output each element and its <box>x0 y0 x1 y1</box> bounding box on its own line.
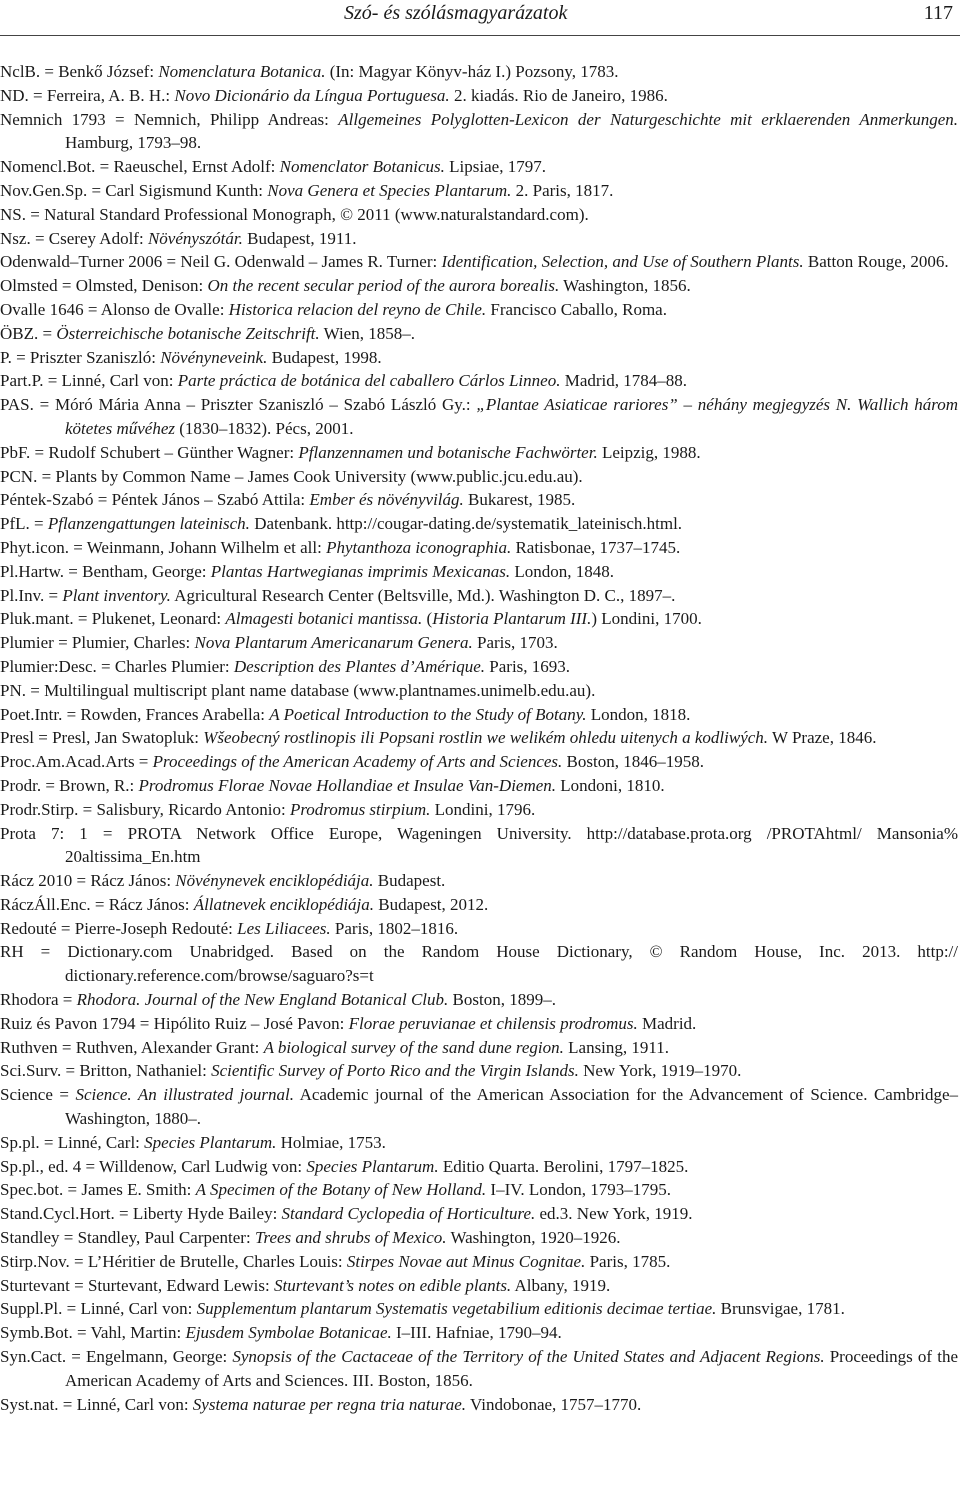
bibliography-entry <box>0 346 958 370</box>
bibliography-entry <box>0 655 958 679</box>
entry-title: A biological survey of the sand dune region. <box>263 1037 564 1057</box>
entry-title: Sturtevant’s notes on edible plants. <box>273 1275 512 1295</box>
entry-text: Pl.Hartw. = Bentham, George: <box>0 561 211 581</box>
entry-text: Plumier = Plumier, Charles: <box>0 633 195 653</box>
entry-text: Budapest, 2012. <box>374 894 489 914</box>
bibliography-entry <box>0 1321 958 1345</box>
entry-title: Historica relacion del reyno de Chile. <box>228 299 487 319</box>
bibliography-entry <box>0 988 958 1012</box>
entry-text: Prodr.Stirp. = Salisbury, Ricardo Antonio: <box>0 799 290 819</box>
entry-text: Pl.Inv. = <box>0 585 63 605</box>
entry-title: Ejusdem Symbolae Botanicae. <box>185 1323 392 1343</box>
entry-text: Rácz 2010 = Rácz János: <box>0 871 176 891</box>
entry-text: London, 1818. <box>586 704 691 724</box>
entry-text: Nov.Gen.Sp. = Carl Sigismund Kunth: <box>0 180 268 200</box>
entry-title: Proceedings of the American Academy of Arts and Sciences. <box>152 752 563 772</box>
entry-text: Paris, 1693. <box>485 656 571 676</box>
entry-text: PbF. = Rudolf Schubert – Günther Wagner: <box>0 442 299 462</box>
entry-text: Symb.Bot. = Vahl, Martin: <box>0 1323 186 1343</box>
entry-text: Part.P. = Linné, Carl von: <box>0 371 178 391</box>
bibliography-entry <box>0 1274 958 1298</box>
entry-text: Lipsiae, 1797. <box>444 157 546 177</box>
entry-title: Növényneveink. <box>160 347 268 367</box>
entry-title: Ember és növényvilág. <box>309 490 464 510</box>
entry-text: PAS. = Móró Mária Anna – Priszter Szaniszló – Szabó László Gy.: <box>0 395 477 415</box>
bibliography-entry <box>0 631 958 655</box>
entry-text: Brunsvigae, 1781. <box>716 1299 845 1319</box>
entry-text: Londini, 1796. <box>430 799 536 819</box>
entry-text: London, 1848. <box>510 561 614 581</box>
entry-text: Francisco Caballo, Roma. <box>486 299 667 319</box>
entry-title: Nomenclatura Botanica. <box>158 62 326 81</box>
entry-title: Plant inventory. <box>62 585 171 605</box>
entry-text: Datenbank. http://cougar-dating.de/systematik_lateinisch.html. <box>249 514 683 534</box>
bibliography-entry <box>0 179 958 203</box>
entry-text: RH = Dictionary.com Unabridged. Based on the Random House Dictionary, © Random House, Inc. 2013. http:// dictionary.reference.com/browse/saguaro?s=t <box>0 942 958 986</box>
bibliography-entry <box>0 703 958 727</box>
entry-text: Washington, 1920–1926. <box>446 1228 621 1248</box>
entry-title: A Specimen of the Botany of New Holland. <box>195 1180 487 1200</box>
entry-title: Trees and shrubs of Mexico. <box>254 1228 447 1248</box>
entry-text: Ruiz és Pavon 1794 = Hipólito Ruiz – José Pavon: <box>0 1013 349 1033</box>
entry-text: Péntek-Szabó = Péntek János – Szabó Attila: <box>0 490 310 510</box>
bibliography-entry <box>0 369 958 393</box>
entry-text: Budapest. <box>373 871 446 891</box>
entry-text: Lansing, 1911. <box>563 1037 670 1057</box>
bibliography-entry <box>0 227 958 251</box>
entry-text: New York, 1919–1970. <box>578 1061 742 1081</box>
bibliography-entry <box>0 679 958 703</box>
bibliography-entry <box>0 607 958 631</box>
bibliography-entry <box>0 250 958 274</box>
entry-text: Wien, 1858–. <box>319 323 415 343</box>
entry-text: Academic journal of the American Association for the Advancement of Science. Cambridge–Washington, 1880–. <box>65 1085 959 1129</box>
bibliography-entry <box>0 798 958 822</box>
bibliography-entry <box>0 108 958 156</box>
entry-title: Allgemeines Polyglotten-Lexicon der Naturgeschichte mit erklaerenden Anmerkungen. <box>338 109 958 129</box>
entry-title: Phytanthoza iconographia. <box>326 537 512 557</box>
bibliography-entry <box>0 1131 958 1155</box>
entry-title: Parte práctica de botánica del caballero Cárlos Linneo. <box>177 371 561 391</box>
entry-text: Paris, 1802–1816. <box>330 918 459 938</box>
entry-text: (1830–1832). Pécs, 2001. <box>174 418 354 438</box>
entry-text: Poet.Intr. = Rowden, Frances Arabella: <box>0 704 270 724</box>
entry-text: Budapest, 1911. <box>242 228 357 248</box>
entry-title: Nomenclator Botanicus. <box>279 157 445 177</box>
entry-text: Holmiae, 1753. <box>276 1132 386 1152</box>
entry-text: PfL. = <box>0 514 48 534</box>
entry-text: ( <box>422 609 433 629</box>
entry-text: Spec.bot. = James E. Smith: <box>0 1180 196 1200</box>
bibliography-entry <box>0 298 958 322</box>
entry-text: Phyt.icon. = Weinmann, Johann Wilhelm et all: <box>0 537 327 557</box>
entry-text: PCN. = Plants by Common Name – James Cook University (www.public.jcu.edu.au). <box>0 466 583 486</box>
entry-text: Sp.pl., ed. 4 = Willdenow, Carl Ludwig von: <box>0 1156 307 1176</box>
entry-text: Proc.Am.Acad.Arts = <box>0 752 153 772</box>
entry-title: Nova Plantarum Americanarum Genera. <box>194 633 473 653</box>
entry-text: (In: Magyar Könyv-ház I.) Pozsony, 1783. <box>325 62 619 81</box>
entry-title: Identification, Selection, and Use of Southern Plants. <box>441 252 804 272</box>
bibliography-entry <box>0 1178 958 1202</box>
entry-title: Növényszótár. <box>147 228 243 248</box>
entry-text: Ruthven = Ruthven, Alexander Grant: <box>0 1037 264 1057</box>
entry-text: Boston, 1899–. <box>448 990 556 1010</box>
running-title: Szó- és szólásmagyarázatok <box>344 2 568 24</box>
entry-text: Hamburg, 1793–98. <box>65 133 202 153</box>
entry-text: ÖBZ. = <box>0 323 57 343</box>
entry-text: Nsz. = Cserey Adolf: <box>0 228 148 248</box>
entry-text: Albany, 1919. <box>511 1275 611 1295</box>
entry-title: Wšeobecný rostlinopis ili Popsani rostlin we welikém ohledu uitenych a kodliwých. <box>203 728 769 748</box>
entry-title: „Plantae Asiaticae rariores” – néhány megjegyzés N. Wallich három kötetes művéhez <box>65 395 958 438</box>
entry-title: Les Liliacees. <box>237 918 331 938</box>
bibliography-entry <box>0 274 958 298</box>
bibliography-entry <box>0 60 958 84</box>
bibliography-entry <box>0 750 958 774</box>
bibliography-entry <box>0 893 958 917</box>
entry-text: Madrid, 1784–88. <box>560 371 687 391</box>
abbreviation-list <box>0 60 958 1416</box>
bibliography-entry <box>0 1393 958 1417</box>
entry-text: Boston, 1846–1958. <box>562 752 704 772</box>
entry-text: Sci.Surv. = Britton, Nathaniel: <box>0 1061 212 1081</box>
entry-text: Paris, 1785. <box>585 1251 671 1271</box>
entry-text: Bukarest, 1985. <box>463 490 576 510</box>
entry-text: PN. = Multilingual multiscript plant name database (www.plantnames.unimelb.edu.au). <box>0 680 596 700</box>
entry-text: Washington, 1856. <box>559 276 691 296</box>
entry-text: 2. Paris, 1817. <box>511 180 614 200</box>
entry-title: Scientific Survey of Porto Rico and the Virgin Islands. <box>211 1061 579 1081</box>
bibliography-entry <box>0 84 958 108</box>
entry-text: Olmsted = Olmsted, Denison: <box>0 276 208 296</box>
entry-text: Suppl.Pl. = Linné, Carl von: <box>0 1299 197 1319</box>
entry-title: Almagesti botanici mantissa. <box>225 609 423 629</box>
entry-text: Rhodora = <box>0 990 77 1010</box>
entry-text: Sturtevant = Sturtevant, Edward Lewis: <box>0 1275 274 1295</box>
entry-title: Description des Plantes d’Amérique. <box>233 656 486 676</box>
entry-text: Stand.Cycl.Hort. = Liberty Hyde Bailey: <box>0 1204 282 1224</box>
bibliography-entry <box>0 536 958 560</box>
bibliography-entry <box>0 488 958 512</box>
entry-title: Species Plantarum. <box>144 1132 277 1152</box>
entry-text: Plumier:Desc. = Charles Plumier: <box>0 656 234 676</box>
entry-title: Pflanzengattungen lateinisch. <box>47 514 250 534</box>
bibliography-entry <box>0 512 958 536</box>
entry-text: 2. kiadás. Rio de Janeiro, 1986. <box>449 85 668 105</box>
bibliography-entry <box>0 1083 958 1131</box>
entry-text: ) Londini, 1700. <box>591 609 702 629</box>
entry-title: Plantas Hartwegianas imprimis Mexicanas. <box>210 561 511 581</box>
entry-title: Növénynevek enciklopédiája. <box>175 871 374 891</box>
bibliography-entry <box>0 774 958 798</box>
entry-text: Redouté = Pierre-Joseph Redouté: <box>0 918 238 938</box>
header-rule <box>0 35 960 36</box>
entry-text: Vindobonae, 1757–1770. <box>466 1394 642 1414</box>
bibliography-entry <box>0 203 958 227</box>
entry-text: ed.3. New York, 1919. <box>535 1204 693 1224</box>
entry-text: Budapest, 1998. <box>267 347 382 367</box>
entry-title: Historia Plantarum III. <box>432 609 592 629</box>
bibliography-entry <box>0 1036 958 1060</box>
page-number: 117 <box>923 2 953 24</box>
entry-text: Nomencl.Bot. = Raeuschel, Ernst Adolf: <box>0 157 280 177</box>
entry-text: Pluk.mant. = Plukenet, Leonard: <box>0 609 226 629</box>
entry-text: Science = <box>0 1085 76 1105</box>
entry-title: On the recent secular period of the aurora borealis. <box>207 276 560 296</box>
bibliography-entry <box>0 393 958 441</box>
entry-title: Florae peruvianae et chilensis prodromus. <box>348 1013 638 1033</box>
bibliography-entry <box>0 726 958 750</box>
entry-title: Állatnevek enciklopédiája. <box>193 894 375 914</box>
entry-title: Science. An illustrated journal. <box>75 1085 294 1105</box>
bibliography-entry <box>0 917 958 941</box>
entry-text: Agricultural Research Center (Beltsville, Md.). Washington D. C., 1897–. <box>170 585 676 605</box>
entry-text: Ratisbonae, 1737–1745. <box>511 537 681 557</box>
entry-title: Novo Dicionário da Língua Portuguesa. <box>174 85 450 105</box>
entry-text: Syst.nat. = Linné, Carl von: <box>0 1394 193 1414</box>
entry-text: Paris, 1703. <box>472 633 558 653</box>
entry-title: Standard Cyclopedia of Horticulture. <box>281 1204 536 1224</box>
bibliography-entry <box>0 1226 958 1250</box>
entry-title: Rhodora. Journal of the New England Botanical Club. <box>76 990 449 1010</box>
entry-text: Sp.pl. = Linné, Carl: <box>0 1132 145 1152</box>
bibliography-entry <box>0 465 958 489</box>
entry-text: RáczÁll.Enc. = Rácz János: <box>0 894 194 914</box>
entry-text: W Praze, 1846. <box>768 728 877 748</box>
bibliography-entry <box>0 155 958 179</box>
bibliography-entry <box>0 1202 958 1226</box>
entry-text: P. = Priszter Szaniszló: <box>0 347 161 367</box>
entry-title: Synopsis of the Cactaceae of the Territory of the United States and Adjacent Regions. <box>232 1347 825 1367</box>
entry-text: I–IV. London, 1793–1795. <box>486 1180 671 1200</box>
entry-text: Nemnich 1793 = Nemnich, Philipp Andreas: <box>0 109 339 129</box>
entry-text: Odenwald–Turner 2006 = Neil G. Odenwald – James R. Turner: <box>0 252 442 272</box>
entry-text: Londoni, 1810. <box>556 775 665 795</box>
bibliography-entry <box>0 869 958 893</box>
entry-text: Madrid. <box>637 1013 697 1033</box>
entry-text: Leipzig, 1988. <box>597 442 701 462</box>
bibliography-entry <box>0 940 958 988</box>
entry-title: Systema naturae per regna tria naturae. <box>192 1394 467 1414</box>
entry-title: Stirpes Novae aut Minus Cognitae. <box>346 1251 586 1271</box>
entry-text: Stirp.Nov. = L’Héritier de Brutelle, Charles Louis: <box>0 1251 347 1271</box>
bibliography-entry <box>0 1155 958 1179</box>
bibliography-entry <box>0 1297 958 1321</box>
entry-title: Nova Genera et Species Plantarum. <box>267 180 512 200</box>
entry-title: Pflanzennamen und botanische Fachwörter. <box>298 442 598 462</box>
entry-title: Österreichische botanische Zeitschrift. <box>56 323 320 343</box>
bibliography-entry <box>0 1250 958 1274</box>
entry-text: NS. = Natural Standard Professional Monograph, © 2011 (www.naturalstandard.com). <box>0 204 589 224</box>
entry-title: Species Plantarum. <box>306 1156 439 1176</box>
entry-text: Batton Rouge, 2006. <box>803 252 949 272</box>
bibliography-entry <box>0 1012 958 1036</box>
running-header <box>0 0 960 34</box>
bibliography-entry <box>0 584 958 608</box>
entry-text: Editio Quarta. Berolini, 1797–1825. <box>438 1156 689 1176</box>
entry-text: Proceedings of the American Academy of Arts and Sciences. III. Boston, 1856. <box>65 1347 958 1390</box>
entry-text: Prodr. = Brown, R.: <box>0 775 139 795</box>
entry-text: Syn.Cact. = Engelmann, George: <box>0 1347 233 1367</box>
bibliography-entry <box>0 1345 958 1393</box>
entry-title: Prodromus stirpium. <box>289 799 431 819</box>
entry-text: Ovalle 1646 = Alonso de Ovalle: <box>0 299 229 319</box>
entry-text: I–III. Hafniae, 1790–94. <box>391 1323 562 1343</box>
entry-title: A Poetical Introduction to the Study of Botany. <box>269 704 587 724</box>
bibliography-entry <box>0 822 958 870</box>
bibliography-entry <box>0 560 958 584</box>
bibliography-entry <box>0 441 958 465</box>
bibliography-entry <box>0 322 958 346</box>
entry-text: ND. = Ferreira, A. B. H.: <box>0 85 175 105</box>
bibliography-entry <box>0 1059 958 1083</box>
entry-text: NclB. = Benkő József: <box>0 62 159 81</box>
entry-text: Presl = Presl, Jan Swatopluk: <box>0 728 204 748</box>
entry-text: Standley = Standley, Paul Carpenter: <box>0 1228 255 1248</box>
entry-title: Prodromus Florae Novae Hollandiae et Insulae Van-Diemen. <box>138 775 557 795</box>
entry-text: Prota 7: 1 = PROTA Network Office Europe, Wageningen University. http://database.prota.org /PROTAhtml/ Mansonia% 20altissima_En.htm <box>0 823 958 867</box>
entry-title: Supplementum plantarum Systematis vegetabilium editionis decimae tertiae. <box>196 1299 717 1319</box>
